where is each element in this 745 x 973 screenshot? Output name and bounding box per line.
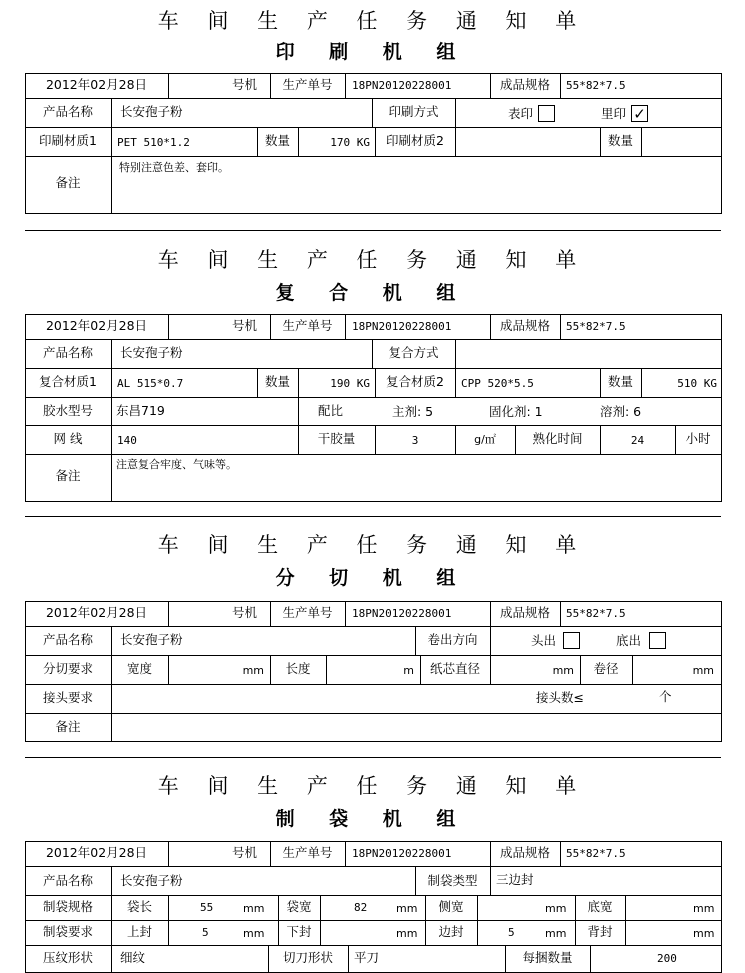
slit-req-label: 分切要求 xyxy=(42,661,93,676)
laminate-material2: CPP 520*5.5 xyxy=(461,377,534,390)
bag-wid-label: 袋宽 xyxy=(286,899,312,914)
print-material1-label: 印刷材质1 xyxy=(39,133,97,148)
bag-subtitle: 制 袋 机 组 xyxy=(275,808,470,830)
bag-req-label: 制袋要求 xyxy=(42,924,93,939)
bag-type: 三边封 xyxy=(496,872,534,887)
bag-side-seal: 5 xyxy=(508,926,515,939)
bag-top-seal-label: 上封 xyxy=(126,924,152,939)
laminate-remark-label: 备注 xyxy=(55,468,81,483)
bag-len: 55 xyxy=(200,901,214,914)
laminate-product-label: 产品名称 xyxy=(42,345,93,360)
print-product: 长安孢子粉 xyxy=(120,104,183,119)
laminate-subtitle: 复 合 机 组 xyxy=(275,282,470,304)
laminate-ratio-label: 配比 xyxy=(318,403,344,418)
laminate-material2-label: 复合材质2 xyxy=(386,374,444,389)
laminate-main-agent: 主剂: 5 xyxy=(392,404,434,419)
print-machine-label: 号机 xyxy=(232,77,258,92)
slit-roll-dia-label: 卷径 xyxy=(593,661,619,676)
bag-machine-label: 号机 xyxy=(232,845,258,860)
bag-spec: 55*82*7.5 xyxy=(566,847,626,860)
bag-back-seal-unit: mm xyxy=(693,927,715,940)
laminate-cure-label: 熟化时间 xyxy=(532,431,583,446)
bag-product: 长安孢子粉 xyxy=(120,873,183,888)
bag-date: 2012年02月28日 xyxy=(45,845,148,860)
laminate-spec-label: 成品规格 xyxy=(499,318,550,333)
print-qty1: 170 KG xyxy=(330,136,370,149)
laminate-date: 2012年02月28日 xyxy=(45,318,148,333)
print-method-label: 印刷方式 xyxy=(388,104,439,119)
bag-spec-label: 成品规格 xyxy=(499,845,550,860)
print-spec-label: 成品规格 xyxy=(499,77,550,92)
slit-bottom-out-label: 底出 xyxy=(616,633,642,648)
laminate-cure-time: 24 xyxy=(630,434,645,447)
print-inner-checkbox[interactable]: ✓ xyxy=(631,105,648,122)
slit-head-out-checkbox[interactable] xyxy=(563,632,580,649)
slit-joint-count-label: 接头数≤ xyxy=(536,690,584,705)
divider xyxy=(25,230,721,231)
bag-emboss-label: 压纹形状 xyxy=(42,950,93,965)
bag-order-label: 生产单号 xyxy=(282,845,333,860)
slit-order-label: 生产单号 xyxy=(282,605,333,620)
slit-bottom-out-checkbox[interactable] xyxy=(649,632,666,649)
laminate-order-label: 生产单号 xyxy=(282,318,333,333)
print-surface-checkbox[interactable] xyxy=(538,105,555,122)
print-inner-label: 里印 xyxy=(601,106,627,121)
laminate-remark: 注意复合牢度、气味等。 xyxy=(116,458,237,471)
bag-bundle-label: 每捆数量 xyxy=(522,950,573,965)
slit-length-unit: m xyxy=(403,664,414,677)
doc-title-slit: 车 间 生 产 任 务 通 知 单 xyxy=(157,533,588,557)
slit-joint-req-label: 接头要求 xyxy=(42,690,93,705)
bag-side-seal-unit: mm xyxy=(545,927,567,940)
bag-cut-label: 切刀形状 xyxy=(282,950,333,965)
bag-spec-row-label: 制袋规格 xyxy=(42,899,93,914)
laminate-material1-label: 复合材质1 xyxy=(39,374,97,389)
laminate-cure-unit: 小时 xyxy=(685,431,711,446)
laminate-dry-glue-label: 干胶量 xyxy=(317,431,356,446)
laminate-dry-glue: 3 xyxy=(411,434,419,447)
bag-len-unit: mm xyxy=(243,902,265,915)
laminate-material1: AL 515*0.7 xyxy=(117,377,184,390)
laminate-glue-label: 胶水型号 xyxy=(42,403,93,418)
bag-bottom-seal-unit: mm xyxy=(396,927,418,940)
print-material1: PET 510*1.2 xyxy=(117,136,190,149)
bag-len-label: 袋长 xyxy=(126,899,152,914)
doc-title-laminate: 车 间 生 产 任 务 通 知 单 xyxy=(157,248,588,272)
slit-remark-label: 备注 xyxy=(55,719,81,734)
slit-spec: 55*82*7.5 xyxy=(566,607,626,620)
bag-type-label: 制袋类型 xyxy=(427,873,478,888)
divider xyxy=(25,757,721,758)
laminate-curing-agent: 固化剂: 1 xyxy=(489,404,543,419)
laminate-order-no: 18PN20120228001 xyxy=(352,320,452,333)
slit-product: 长安孢子粉 xyxy=(120,632,183,647)
slit-roll-dia-unit: mm xyxy=(692,664,714,677)
laminate-solvent: 溶剂: 6 xyxy=(600,404,642,419)
slit-core-unit: mm xyxy=(552,664,574,677)
print-qty1-label: 数量 xyxy=(264,133,290,148)
print-order-label: 生产单号 xyxy=(282,77,333,92)
laminate-product: 长安孢子粉 xyxy=(120,345,183,360)
print-subtitle: 印 刷 机 组 xyxy=(275,41,470,63)
slit-head-out-label: 头出 xyxy=(531,633,557,648)
bag-bottom-wid-label: 底宽 xyxy=(587,899,613,914)
slit-length-label: 长度 xyxy=(285,661,311,676)
divider xyxy=(25,516,721,517)
slit-spec-label: 成品规格 xyxy=(499,605,550,620)
bag-side-wid-label: 侧宽 xyxy=(438,899,464,914)
print-spec: 55*82*7.5 xyxy=(566,79,626,92)
laminate-qty2-label: 数量 xyxy=(607,374,633,389)
bag-wid-unit: mm xyxy=(396,902,418,915)
bag-bundle: 200 xyxy=(657,952,677,965)
bag-back-seal-label: 背封 xyxy=(587,924,613,939)
slit-roll-dir-label: 卷出方向 xyxy=(427,632,478,647)
bag-top-seal: 5 xyxy=(202,926,209,939)
bag-bottom-seal-label: 下封 xyxy=(286,924,312,939)
doc-title-bag: 车 间 生 产 任 务 通 知 单 xyxy=(157,774,588,798)
laminate-spec: 55*82*7.5 xyxy=(566,320,626,333)
laminate-method-label: 复合方式 xyxy=(388,345,439,360)
print-remark-label: 备注 xyxy=(55,175,81,190)
slit-order-no: 18PN20120228001 xyxy=(352,607,452,620)
laminate-glue: 东昌719 xyxy=(116,403,165,418)
bag-side-seal-label: 边封 xyxy=(438,924,464,939)
print-product-label: 产品名称 xyxy=(42,104,93,119)
doc-title-print: 车 间 生 产 任 务 通 知 单 xyxy=(157,9,588,33)
bag-top-seal-unit: mm xyxy=(243,927,265,940)
print-date: 2012年02月28日 xyxy=(45,77,148,92)
slit-core-label: 纸芯直径 xyxy=(429,661,480,676)
print-qty2-label: 数量 xyxy=(607,133,633,148)
bag-cut: 平刀 xyxy=(354,950,380,965)
slit-joint-count-unit: 个 xyxy=(659,689,672,704)
laminate-dry-glue-unit: g/㎡ xyxy=(474,433,496,446)
laminate-machine-label: 号机 xyxy=(232,318,258,333)
laminate-mesh: 140 xyxy=(117,434,137,447)
bag-order-no: 18PN20120228001 xyxy=(352,847,452,860)
bag-side-wid-unit: mm xyxy=(545,902,567,915)
bag-bottom-wid-unit: mm xyxy=(693,902,715,915)
slit-width-unit: mm xyxy=(242,664,264,677)
laminate-mesh-label: 网 线 xyxy=(53,431,83,446)
laminate-qty1-label: 数量 xyxy=(264,374,290,389)
slit-machine-label: 号机 xyxy=(232,605,258,620)
bag-product-label: 产品名称 xyxy=(42,873,93,888)
slit-width-label: 宽度 xyxy=(126,661,152,676)
bag-emboss: 细纹 xyxy=(120,950,146,965)
print-remark: 特别注意色差、套印。 xyxy=(119,161,229,174)
print-material2-label: 印刷材质2 xyxy=(386,133,444,148)
laminate-qty2: 510 KG xyxy=(677,377,717,390)
print-surface-label: 表印 xyxy=(508,106,534,121)
laminate-qty1: 190 KG xyxy=(330,377,370,390)
slit-date: 2012年02月28日 xyxy=(45,605,148,620)
print-order-no: 18PN20120228001 xyxy=(352,79,452,92)
slit-product-label: 产品名称 xyxy=(42,632,93,647)
slit-subtitle: 分 切 机 组 xyxy=(275,567,470,589)
bag-wid: 82 xyxy=(354,901,368,914)
